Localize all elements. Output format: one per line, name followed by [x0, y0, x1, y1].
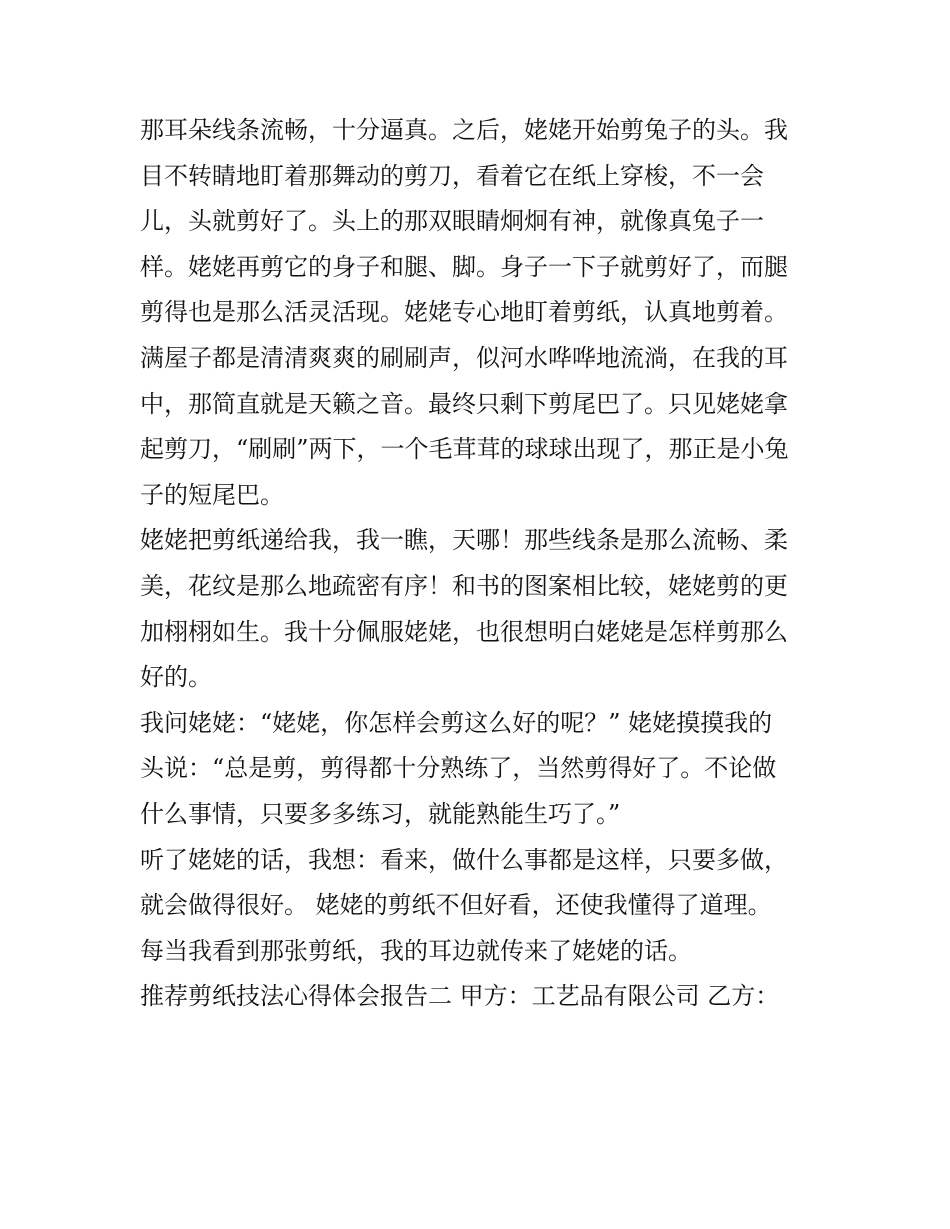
text-line-2: 目不转睛地盯着那舞动的剪刀，看着它在纸上穿梭，不一会	[140, 161, 764, 190]
text-line-6: 满屋子都是清清爽爽的刷刷声，似河水哗哗地流淌，在我的耳	[140, 343, 788, 372]
text-line-20: 推荐剪纸技法心得体会报告二 甲方：工艺品有限公司 乙方：	[140, 982, 780, 1011]
text-line-4: 样。姥姥再剪它的身子和腿、脚。身子一下子就剪好了，而腿	[140, 252, 788, 281]
text-line-19: 每当我看到那张剪纸，我的耳边就传来了姥姥的话。	[140, 936, 692, 965]
text-line-15: 头说：“总是剪，剪得都十分熟练了，当然剪得好了。不论做	[140, 754, 777, 783]
text-line-17: 听了姥姥的话，我想：看来，做什么事都是这样，只要多做，	[140, 845, 788, 874]
text-line-3: 儿，头就剪好了。头上的那双眼睛炯炯有神，就像真兔子一	[140, 207, 764, 236]
text-line-10: 姥姥把剪纸递给我，我一瞧，天哪！那些线条是那么流畅、柔	[140, 526, 788, 555]
text-line-9: 子的短尾巴。	[140, 480, 284, 509]
text-line-8: 起剪刀，“刷刷”两下，一个毛茸茸的球球出现了，那正是小兔	[140, 435, 789, 464]
text-line-12: 加栩栩如生。我十分佩服姥姥，也很想明白姥姥是怎样剪那么	[140, 617, 788, 646]
text-line-7: 中，那简直就是天籁之音。最终只剩下剪尾巴了。只见姥姥拿	[140, 389, 788, 418]
document-body	[140, 108, 830, 1020]
text-line-1: 那耳朵线条流畅，十分逼真。之后，姥姥开始剪兔子的头。我	[140, 116, 788, 144]
text-line-16: 什么事情，只要多多练习，就能熟能生巧了。”	[140, 799, 621, 828]
text-line-13: 好的。	[140, 663, 212, 692]
text-line-14: 我问姥姥：“姥姥，你怎样会剪这么好的呢？” 姥姥摸摸我的	[140, 708, 773, 737]
text-line-5: 剪得也是那么活灵活现。姥姥专心地盯着剪纸，认真地剪着。	[140, 298, 788, 327]
text-line-11: 美，花纹是那么地疏密有序！和书的图案相比较，姥姥剪的更	[140, 571, 788, 600]
text-line-18: 就会做得很好。 姥姥的剪纸不但好看，还使我懂得了道理。	[140, 891, 772, 920]
